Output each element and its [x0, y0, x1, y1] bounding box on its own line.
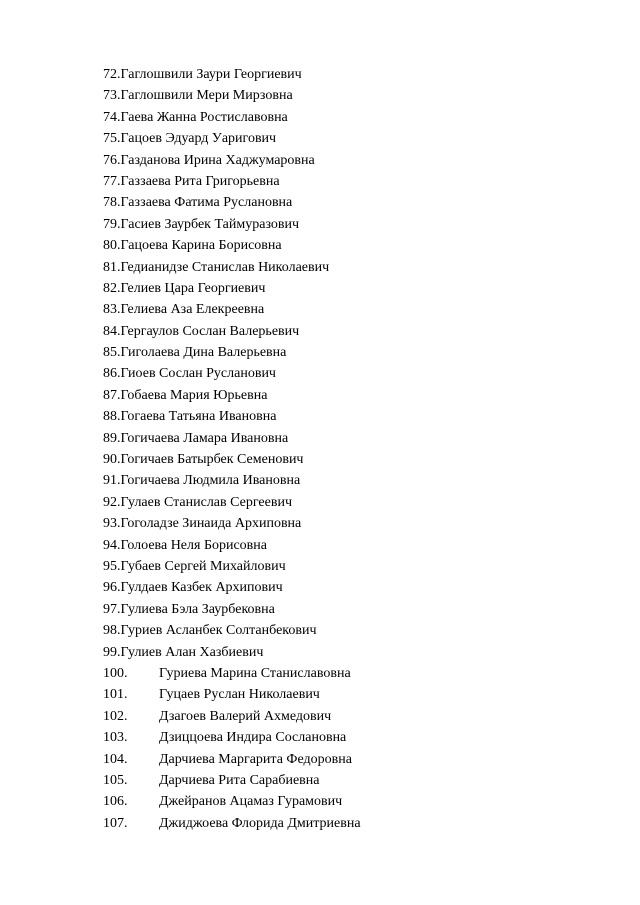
entry-number: 85. — [103, 345, 121, 361]
entry-number: 72. — [103, 67, 121, 82]
entry-name: Гуцаев Руслан Николаевич — [159, 687, 320, 703]
entry-name: Гулиева Бэла Заурбековна — [120, 601, 275, 617]
entry-number: 106. — [103, 794, 128, 810]
entry-number: 78. — [103, 195, 121, 211]
entry-number: 77. — [103, 173, 121, 189]
list-item — [103, 577, 361, 598]
list-item — [103, 85, 361, 106]
entry-number: 103. — [103, 730, 128, 746]
list-item — [103, 321, 361, 342]
list-item — [103, 385, 361, 406]
list-item — [103, 107, 361, 128]
list-item — [103, 64, 361, 85]
list-item — [103, 620, 361, 641]
entry-number: 102. — [103, 708, 128, 724]
entry-number: 94. — [103, 537, 121, 553]
list-item — [103, 406, 361, 427]
list-item — [103, 214, 361, 235]
entry-number: 75. — [103, 131, 121, 147]
entry-number: 98. — [103, 623, 121, 639]
list-item — [103, 492, 361, 513]
list-item — [103, 513, 361, 534]
entry-number: 88. — [103, 409, 121, 425]
entry-name: Гулиев Алан Хазбиевич — [120, 644, 264, 660]
list-item — [103, 150, 361, 171]
entry-name: Дзагоев Валерий Ахмедович — [159, 708, 332, 724]
entry-number: 105. — [103, 772, 128, 788]
entry-name: Гацоев Эдуард Уаригович — [120, 131, 277, 147]
entry-name: Дзиццоева Индира Сослановна — [159, 730, 347, 746]
list-item — [103, 257, 361, 278]
entry-name: Гергаулов Сослан Валерьевич — [120, 323, 300, 339]
entry-number: 97. — [103, 601, 121, 617]
list-item — [103, 706, 361, 727]
entry-name: Гасиев Заурбек Таймуразович — [120, 216, 300, 232]
entry-name: Гацоева Карина Борисовна — [120, 238, 282, 254]
list-item — [103, 684, 361, 705]
list-item — [103, 171, 361, 192]
entry-name: Гуриева Марина Станиславовна — [159, 665, 351, 681]
entry-name: Газзаева Фатима Руслановна — [120, 195, 293, 211]
entry-number: 100. — [103, 665, 128, 681]
entry-number: 89. — [103, 430, 121, 446]
entry-name: Дарчиева Маргарита Федоровна — [159, 751, 352, 767]
entry-number: 86. — [103, 366, 121, 382]
entry-number: 83. — [103, 302, 121, 318]
entry-number: 107. — [103, 815, 128, 831]
list-item — [103, 363, 361, 384]
entry-number: 73. — [103, 88, 121, 104]
entry-number: 90. — [103, 452, 121, 468]
entry-name: Губаев Сергей Михайлович — [120, 558, 286, 574]
entry-number: 76. — [103, 152, 121, 168]
entry-number: 95. — [103, 558, 121, 574]
list-item — [103, 791, 361, 812]
entry-number: 74. — [103, 109, 121, 125]
entry-name: Газзаева Рита Григорьевна — [120, 173, 280, 189]
entry-name: Джейранов Ацамаз Гурамович — [159, 794, 343, 810]
entry-name: Гелиева Аза Елекреевна — [120, 302, 265, 318]
list-item — [103, 428, 361, 449]
entry-number: 82. — [103, 280, 121, 296]
entry-name: Гаева Жанна Ростиславовна — [120, 109, 288, 125]
entry-name: Гогичаев Батырбек Семенович — [120, 452, 304, 468]
list-item — [103, 299, 361, 320]
entry-number: 87. — [103, 387, 121, 403]
list-item — [103, 278, 361, 299]
entry-number: 96. — [103, 580, 121, 596]
entry-number: 93. — [103, 516, 121, 532]
entry-number: 101. — [103, 687, 128, 703]
entry-name: Гелиев Цара Георгиевич — [120, 280, 266, 296]
list-item — [103, 128, 361, 149]
entry-name: Гобаева Мария Юрьевна — [120, 387, 268, 403]
entry-name: Голоева Неля Борисовна — [120, 537, 268, 553]
entry-number: 104. — [103, 751, 128, 767]
entry-number: 79. — [103, 216, 121, 232]
entry-name: Гогаева Татьяна Ивановна — [120, 409, 277, 425]
entry-name: Джиджоева Флорида Дмитриевна — [159, 815, 361, 831]
entry-number: 91. — [103, 473, 121, 489]
entry-name: Гиголаева Дина Валерьевна — [120, 345, 287, 361]
list-item — [103, 813, 361, 834]
entry-number: 99. — [103, 644, 121, 660]
entry-number: 81. — [103, 259, 121, 275]
list-item — [103, 642, 361, 663]
list-item — [103, 599, 361, 620]
entry-name: Гоголадзе Зинаида Архиповна — [120, 516, 302, 532]
entry-name: Гаглошвили Заури Георгиевич — [120, 67, 302, 82]
entry-name: Дарчиева Рита Сарабиевна — [159, 772, 320, 788]
entry-name: Газданова Ирина Хаджумаровна — [120, 152, 315, 168]
entry-name: Гедианидзе Станислав Николаевич — [120, 259, 330, 275]
entry-name: Гулдаев Казбек Архипович — [120, 580, 283, 596]
entry-name: Гиоев Сослан Русланович — [120, 366, 276, 382]
entry-name: Гуриев Асланбек Солтанбекович — [120, 623, 317, 639]
list-item — [103, 749, 361, 770]
list-item — [103, 470, 361, 491]
list-item — [103, 663, 361, 684]
list-item — [103, 192, 361, 213]
entry-name: Гогичаева Ламара Ивановна — [120, 430, 289, 446]
list-item — [103, 727, 361, 748]
list-item — [103, 342, 361, 363]
list-item — [103, 770, 361, 791]
list-item — [103, 235, 361, 256]
entry-number: 92. — [103, 494, 121, 510]
entry-number: 80. — [103, 238, 121, 254]
entry-name: Гулаев Станислав Сергеевич — [120, 494, 292, 510]
entry-number: 84. — [103, 323, 121, 339]
list-item — [103, 449, 361, 470]
name-list — [103, 64, 361, 834]
list-item — [103, 556, 361, 577]
entry-name: Гаглошвили Мери Мирзовна — [120, 88, 293, 104]
list-item — [103, 535, 361, 556]
entry-name: Гогичаева Людмила Ивановна — [120, 473, 301, 489]
